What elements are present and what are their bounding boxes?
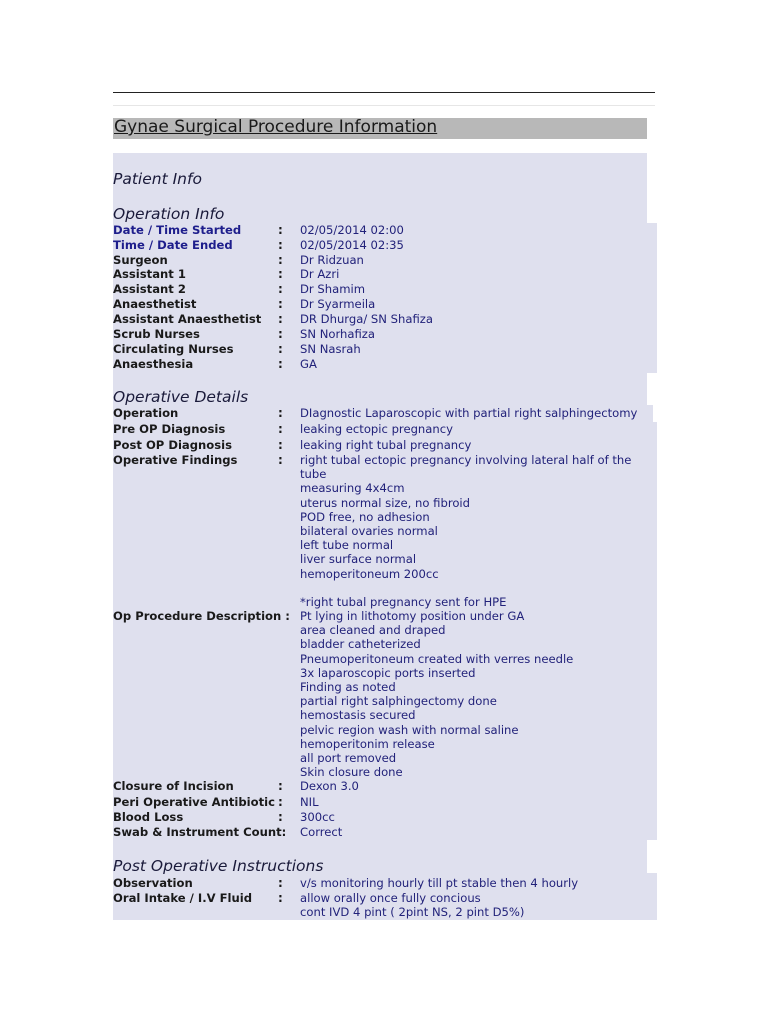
procedure-line: hemostasis secured bbox=[300, 708, 416, 723]
findings-line: bilateral ovaries normal bbox=[300, 523, 438, 538]
section-post-operative: Post Operative Instructions bbox=[113, 857, 324, 875]
colon: : bbox=[278, 223, 283, 237]
section-patient-info: Patient Info bbox=[113, 170, 202, 188]
field-value: Dr Shamim bbox=[300, 282, 365, 296]
procedure-line: pelvic region wash with normal saline bbox=[300, 722, 519, 737]
oral-intake-line: cont IVD 4 pint ( 2pint NS, 2 pint D5%) bbox=[300, 905, 525, 920]
colon: : bbox=[278, 891, 283, 905]
row-assistant-1 bbox=[113, 267, 653, 282]
row-operation bbox=[113, 406, 653, 421]
field-label: Blood Loss bbox=[113, 810, 184, 824]
colon: : bbox=[278, 779, 283, 793]
procedure-line: all port removed bbox=[300, 750, 397, 765]
colon: : bbox=[278, 282, 283, 296]
findings-line: *right tubal pregnancy sent for HPE bbox=[300, 594, 507, 609]
field-value: leaking ectopic pregnancy bbox=[300, 422, 453, 436]
row-assistant-anaesthetist bbox=[113, 312, 653, 327]
row-circulating-nurses bbox=[113, 342, 653, 357]
row-date-ended bbox=[113, 238, 653, 253]
field-value: SN Norhafiza bbox=[300, 327, 375, 341]
field-label: Peri Operative Antibiotic bbox=[113, 795, 275, 809]
procedure-line: bladder catheterized bbox=[300, 637, 421, 652]
row-anaesthetist bbox=[113, 297, 653, 312]
field-label: Assistant Anaesthetist bbox=[113, 312, 262, 326]
field-value: Dr Ridzuan bbox=[300, 253, 364, 267]
page-title: Gynae Surgical Procedure Information bbox=[114, 117, 438, 137]
field-label: Op Procedure Description : bbox=[113, 609, 290, 623]
colon: : bbox=[278, 795, 283, 809]
field-label: Surgeon bbox=[113, 253, 168, 267]
field-label: Post OP Diagnosis bbox=[113, 438, 233, 452]
title-bar bbox=[113, 118, 647, 139]
field-value: NIL bbox=[300, 795, 319, 809]
field-label: Scrub Nurses bbox=[113, 327, 200, 341]
findings-line: tube bbox=[300, 467, 327, 482]
field-label: Anaesthetist bbox=[113, 297, 197, 311]
procedure-line: Pt lying in lithotomy position under GA bbox=[300, 609, 525, 623]
field-label: Closure of Incision bbox=[113, 779, 234, 793]
colon: : bbox=[278, 810, 283, 824]
row-observation bbox=[113, 876, 653, 891]
field-label: Assistant 2 bbox=[113, 282, 186, 296]
row-date-started bbox=[113, 223, 653, 238]
field-label: Circulating Nurses bbox=[113, 342, 234, 356]
colon: : bbox=[278, 327, 283, 341]
procedure-line: area cleaned and draped bbox=[300, 623, 446, 638]
field-value: Correct bbox=[300, 825, 343, 839]
row-scrub-nurses bbox=[113, 327, 653, 342]
field-label: Pre OP Diagnosis bbox=[113, 422, 226, 436]
field-label: Observation bbox=[113, 876, 193, 890]
findings-line: uterus normal size, no fibroid bbox=[300, 495, 470, 510]
procedure-line: Finding as noted bbox=[300, 679, 396, 694]
top-divider bbox=[113, 92, 655, 93]
findings-line: left tube normal bbox=[300, 538, 394, 553]
colon: : bbox=[278, 406, 283, 420]
faint-divider bbox=[113, 105, 655, 106]
field-value: 300cc bbox=[300, 810, 335, 824]
colon: : bbox=[278, 453, 283, 467]
field-value: Dexon 3.0 bbox=[300, 779, 359, 793]
findings-line: measuring 4x4cm bbox=[300, 481, 405, 496]
row-swab-count bbox=[113, 825, 653, 840]
section-operation-info: Operation Info bbox=[113, 205, 225, 223]
field-value: Dr Azri bbox=[300, 267, 340, 281]
findings-line: right tubal ectopic pregnancy involving lateral half of the bbox=[300, 453, 632, 467]
field-label: Assistant 1 bbox=[113, 267, 186, 281]
section-operative-details: Operative Details bbox=[113, 388, 249, 406]
findings-line bbox=[300, 581, 631, 595]
row-blood-loss bbox=[113, 810, 653, 825]
field-value: 02/05/2014 02:00 bbox=[300, 223, 404, 237]
procedure-description-text bbox=[300, 609, 573, 779]
field-value: DIagnostic Laparoscopic with partial right salphingectomy bbox=[300, 406, 638, 420]
oral-intake-line: allow orally once fully concious bbox=[300, 891, 481, 905]
field-label: Anaesthesia bbox=[113, 357, 194, 371]
findings-line: liver surface normal bbox=[300, 552, 417, 567]
colon: : bbox=[278, 876, 283, 890]
colon: : bbox=[278, 297, 283, 311]
colon: : bbox=[278, 238, 283, 252]
colon: : bbox=[278, 267, 283, 281]
field-label: Date / Time Started bbox=[113, 223, 242, 237]
field-value: DR Dhurga/ SN Shafiza bbox=[300, 312, 433, 326]
field-value: SN Nasrah bbox=[300, 342, 361, 356]
procedure-line: partial right salphingectomy done bbox=[300, 694, 497, 709]
colon: : bbox=[278, 253, 283, 267]
field-value: 02/05/2014 02:35 bbox=[300, 238, 404, 252]
row-anaesthesia bbox=[113, 357, 653, 372]
procedure-line: 3x laparoscopic ports inserted bbox=[300, 665, 476, 680]
field-value: v/s monitoring hourly till pt stable then 4 hourly bbox=[300, 876, 579, 890]
field-value: leaking right tubal pregnancy bbox=[300, 438, 472, 452]
row-pre-op-diagnosis bbox=[113, 422, 653, 437]
procedure-line: hemoperitonim release bbox=[300, 736, 435, 751]
colon: : bbox=[278, 312, 283, 326]
row-antibiotic bbox=[113, 795, 653, 810]
field-value: Dr Syarmeila bbox=[300, 297, 376, 311]
findings-line: hemoperitoneum 200cc bbox=[300, 566, 439, 581]
colon: : bbox=[278, 422, 283, 436]
field-label: Operative Findings bbox=[113, 453, 238, 467]
procedure-line: Skin closure done bbox=[300, 765, 403, 780]
row-assistant-2 bbox=[113, 282, 653, 297]
oral-intake-text bbox=[300, 891, 524, 919]
row-surgeon bbox=[113, 253, 653, 268]
colon: : bbox=[278, 438, 283, 452]
colon: : bbox=[278, 357, 283, 371]
procedure-line: Pneumoperitoneum created with verres needle bbox=[300, 651, 574, 666]
colon: : bbox=[278, 342, 283, 356]
field-label: Oral Intake / I.V Fluid bbox=[113, 891, 253, 905]
row-closure bbox=[113, 779, 653, 794]
operative-findings-text bbox=[300, 453, 631, 609]
field-label: Operation bbox=[113, 406, 179, 420]
field-label: Time / Date Ended bbox=[113, 238, 233, 252]
findings-line: POD free, no adhesion bbox=[300, 509, 430, 524]
field-label: Swab & Instrument Count: bbox=[113, 825, 287, 839]
field-value: GA bbox=[300, 357, 317, 371]
row-post-op-diagnosis bbox=[113, 438, 653, 453]
